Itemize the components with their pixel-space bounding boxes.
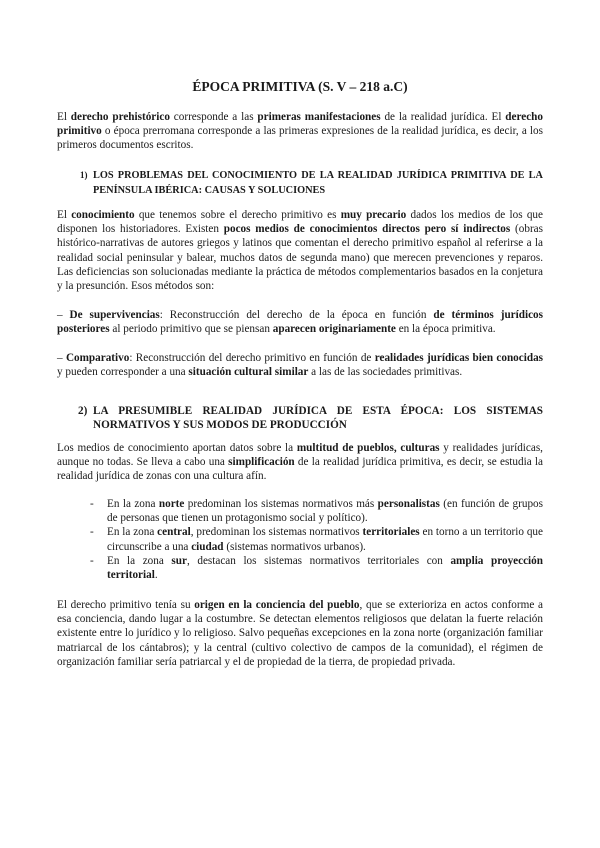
section-2-title: LA PRESUMIBLE REALIDAD JURÍDICA DE ESTA ÉPOCA: LOS SISTEMAS NORMATIVOS Y SUS MODOS DE PRODUCCIÓN <box>93 405 543 432</box>
zone-list <box>57 497 543 582</box>
text-run: El <box>57 209 72 221</box>
bold-text: Comparativo <box>65 352 130 364</box>
section-2-heading <box>78 404 543 432</box>
bold-text: ciudad <box>191 540 224 553</box>
bold-text: conocimiento <box>71 209 135 221</box>
text-run: El derecho primitivo tenía su <box>57 599 195 611</box>
bold-text: multitud de pueblos, culturas <box>296 442 440 454</box>
text-run: que tenemos sobre el derecho primitivo es <box>134 209 341 221</box>
text-run: corresponde a las <box>169 111 258 123</box>
bold-text: pocos medios de conocimientos directos pero sí indirectos <box>223 223 511 236</box>
text-run: dados los medios de los que disponen los historiadores. Existen <box>57 209 543 236</box>
bold-text: territoriales <box>362 526 420 539</box>
bold-text: derecho primitivo <box>57 111 543 138</box>
bold-text: sur <box>171 554 187 567</box>
text-run: al periodo primitivo que se piensan <box>109 323 273 336</box>
text-run: : Reconstrucción del derecho de la época en función <box>159 309 434 321</box>
bold-text: situación cultural similar <box>188 366 309 379</box>
text-run: El <box>57 111 71 123</box>
text-run: predominan los sistemas normativos más <box>184 498 378 510</box>
bold-text: amplia proyección territorial <box>107 554 543 582</box>
bold-text: de términos jurídicos posteriores <box>57 309 543 336</box>
text-run: Los medios de conocimiento aportan datos sobre la <box>57 442 297 454</box>
text-run: (sistemas normativos urbanos). <box>223 540 366 553</box>
method-comparativo <box>57 351 543 379</box>
bold-text: personalistas <box>377 498 440 510</box>
bold-text: origen en la conciencia del pueblo <box>194 599 360 611</box>
text-run: – <box>57 352 66 364</box>
bold-text: norte <box>158 498 185 510</box>
section-2-number: 2) <box>78 405 88 417</box>
section-1-paragraph <box>57 208 543 293</box>
zone-list-item: - En la zona central, predominan los sistemas normativos territoriales en torno a un territorio que circunscribe a una ciudad (sistemas normativos urbanos). <box>90 526 543 553</box>
section-1-heading <box>80 168 543 198</box>
method-supervivencias <box>57 308 543 336</box>
bold-text: aparecen originariamente <box>272 323 396 336</box>
text-run: En la zona <box>107 498 159 510</box>
text-run: En la zona <box>107 526 158 539</box>
text-run: y pueden corresponder a una <box>57 366 189 379</box>
text-run: en torno a un territorio que circunscribe a una <box>107 526 543 553</box>
bold-text: De supervivencias <box>69 309 160 321</box>
text-run: : Reconstrucción del derecho primitivo en función de <box>129 352 375 364</box>
bold-text: simplificación <box>228 456 295 469</box>
zone-list-item: - En la zona sur, destacan los sistemas normativos territoriales con amplia proyección territorial. <box>90 554 543 582</box>
final-paragraph <box>57 598 543 669</box>
bold-text: derecho prehistórico <box>70 111 170 123</box>
text-run: – <box>57 309 70 321</box>
text-run: , que se exterioriza en actos conforme a esa conciencia, dando lugar a la costumbre. Se detectan elementos religiosos que delatan la fuerte relación existente entre lo jurídico y lo religioso. Salvo pequeñas excepciones en la zona norte (organización familiar matriarcal de los cántabros); y la central (cultivo colectivo de campos de la comunidad), el régimen de organización familiar sería patriarcal y el de propiedad de la tierra, de propiedad privada. <box>57 599 543 668</box>
text-run: (en función de grupos de personas que tienen un protagonismo social y político). <box>107 498 543 525</box>
text-run: en la época primitiva. <box>395 323 496 336</box>
text-run: de la realidad jurídica. El <box>380 111 506 123</box>
zone-list-item: - En la zona norte predominan los sistemas normativos más personalistas (en función de grupos de personas que tienen un protagonismo social y político). <box>90 498 543 525</box>
intro-paragraph <box>57 110 543 153</box>
section-1-title: LOS PROBLEMAS DEL CONOCIMIENTO DE LA REALIDAD JURÍDICA PRIMITIVA DE LA PENÍNSULA IBÉRICA: CAUSAS Y SOLUCIONES <box>93 170 543 197</box>
text-run: a las de las sociedades primitivas. <box>308 366 463 379</box>
section-1-number: 1) <box>80 170 88 180</box>
page-title: ÉPOCA PRIMITIVA (S. V – 218 a.C) <box>192 79 408 94</box>
text-run: , predominan los sistemas normativos <box>190 526 363 539</box>
text-run: o época prerromana corresponde a las primeras expresiones de la realidad jurídica, es decir, a los primeros documentos escritos. <box>57 125 543 152</box>
text-run: , destacan los sistemas normativos territoriales con <box>186 554 451 567</box>
bold-text: central <box>157 526 191 539</box>
section-2-paragraph <box>57 441 543 484</box>
text-run: (obras histórico-narrativas de autores griegos y latinos que comentan el derecho primitivo español al referirse a la realidad social peninsular y balear, muchos datos de segunda mano) que merecen prevenciones y reparos. Las deficiencias son solucionadas mediante la práctica de métodos complementarios basados en la conjetura y la presunción. Esos métodos son: <box>57 223 543 293</box>
bold-text: primeras manifestaciones <box>257 111 381 123</box>
text-run: de la realidad jurídica primitiva, es decir, se estudia la realidad jurídica de zonas con una cultura afín. <box>57 456 544 483</box>
bold-text: realidades jurídicas bien conocidas <box>374 352 544 364</box>
bold-text: muy precario <box>340 209 407 221</box>
text-run: y realidades jurídicas, aunque no todas. Se lleva a cabo una <box>57 442 543 469</box>
text-run: En la zona <box>107 554 172 567</box>
text-run: . <box>154 569 158 582</box>
